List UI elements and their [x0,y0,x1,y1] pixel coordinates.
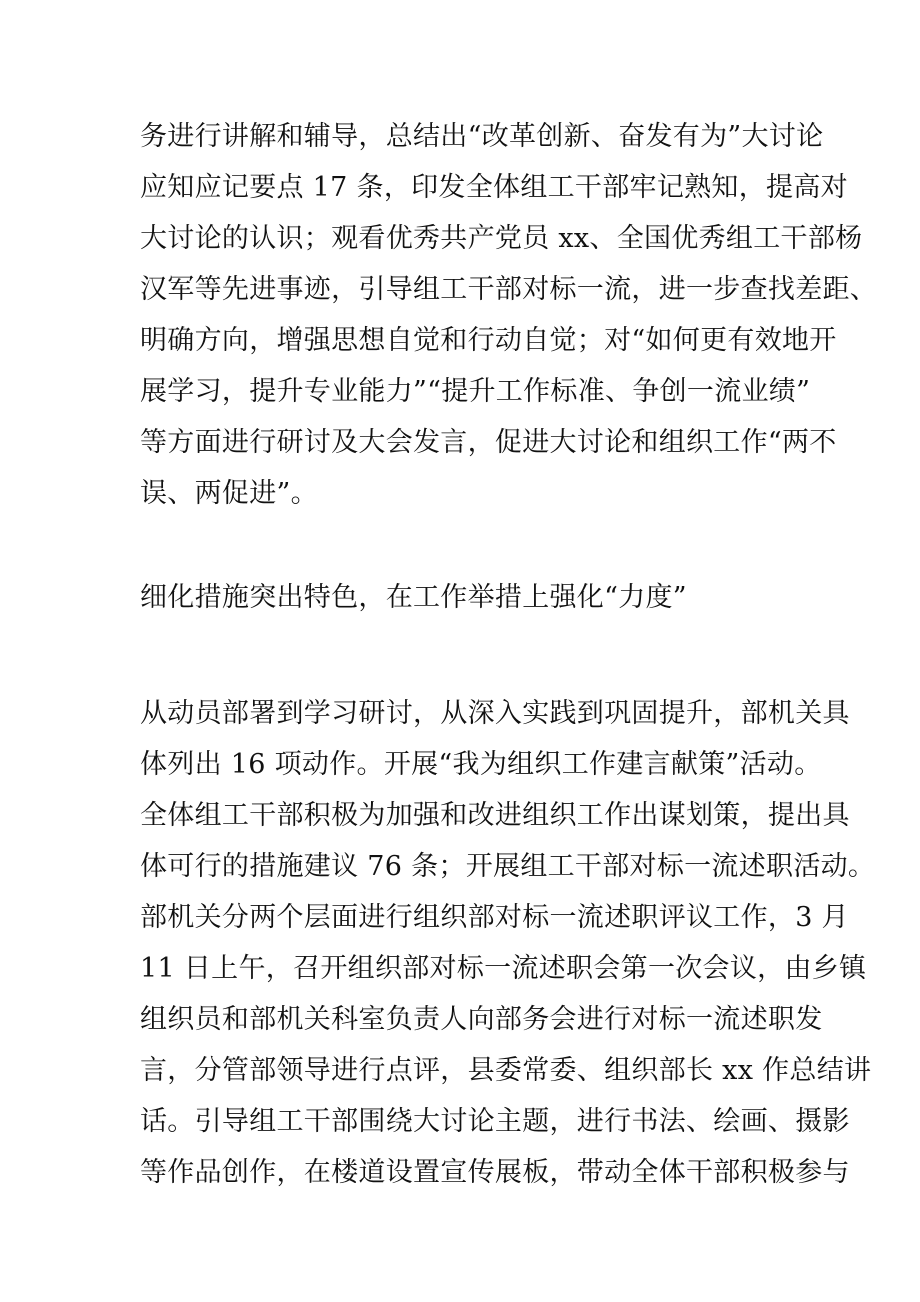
paragraph-line: 误、两促进”。 [140,478,318,509]
paragraph-line: 体可行的措施建议 76 条；开展组工干部对标一流述职活动。 [140,851,876,882]
paragraph-line: 务进行讲解和辅导，总结出“改革创新、奋发有为”大讨论 [140,121,824,152]
section-heading-text: 细化措施突出特色，在工作举措上强化“力度” [140,582,687,613]
paragraph-line: 组织员和部机关科室负责人向部务会进行对标一流述职发 [140,1004,823,1035]
paragraph-line: 话。引导组工干部围绕大讨论主题，进行书法、绘画、摄影 [140,1106,850,1137]
paragraph-line: 言，分管部领导进行点评，县委常委、组织部长 xx 作总结讲 [140,1055,872,1086]
paragraph-line: 明确方向，增强思想自觉和行动自觉；对“如何更有效地开 [140,325,837,356]
paragraph-line: 体列出 16 项动作。开展“我为组织工作建言献策”活动。 [140,749,822,780]
paragraph-line: 部机关分两个层面进行组织部对标一流述职评议工作，3 月 [140,902,849,933]
body-paragraph-2 [140,688,876,1198]
paragraph-line: 应知应记要点 17 条，印发全体组工干部牢记熟知，提高对 [140,172,848,203]
paragraph-line: 从动员部署到学习研讨，从深入实践到巩固提升，部机关具 [140,698,850,729]
paragraph-line: 11 日上午，召开组织部对标一流述职会第一次会议，由乡镇 [140,953,867,984]
section-heading [140,572,800,623]
paragraph-line: 汉军等先进事迹，引导组工干部对标一流，进一步查找差距、 [140,274,878,305]
paragraph-line: 等作品创作，在楼道设置宣传展板，带动全体干部积极参与 [140,1157,850,1188]
paragraph-line: 展学习，提升专业能力”“提升工作标准、争创一流业绩” [140,376,811,407]
paragraph-line: 全体组工干部积极为加强和改进组织工作出谋划策，提出具 [140,800,850,831]
body-paragraph-1 [140,111,878,519]
paragraph-line: 等方面进行研讨及大会发言，促进大讨论和组织工作“两不 [140,427,837,458]
paragraph-line: 大讨论的认识；观看优秀共产党员 xx、全国优秀组工干部杨 [140,223,863,254]
